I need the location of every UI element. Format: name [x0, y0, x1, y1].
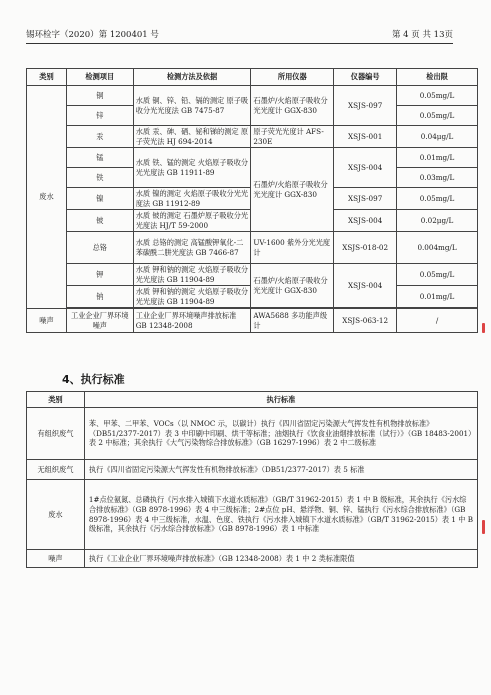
method-ni: 水质 镍的测定 火焰原子吸收分光光度法 GB 11912-89 — [133, 188, 251, 210]
std-text-wastewater: 1#点位氨氮、总磷执行《污水排入城镇下水道水质标准》（GB/T 31962-2015）表 1 中 B 级标准，其余执行《污水综合排放标准》（GB 8978-1996）表 4 中三级标准；2#点位 pH、悬浮物、铜、锌、锰执行《污水综合排放标准》（GB 8978-1996）表 4 中三级标准，水温、色度、铁执行《污水排入城镇下水道水质标准》（GB/T 31962-2015）表 1 中 B 级标准，其余执行《污水综合排放标准》（GB 8978-1996）表 1 中标准 — [84, 480, 477, 550]
table-row — [27, 550, 478, 568]
code-004b: XSJS-004 — [334, 210, 397, 232]
category-noise: 噪声 — [27, 309, 67, 333]
std-cat-noise: 噪声 — [27, 550, 85, 568]
table-row — [27, 460, 478, 480]
code-004a: XSJS-004 — [334, 148, 397, 188]
page-number: 第 4 页 共 13页 — [391, 30, 453, 40]
method-cuzn: 水质 铜、锌、铅、镉的测定 原子吸收分光光度法 GB 7475-87 — [133, 86, 251, 126]
std-cat-fugitive-gas: 无组织废气 — [27, 460, 85, 480]
page-header — [26, 28, 453, 42]
method-mnfe: 水质 铁、锰的测定 火焰原子吸收分光光度法 GB 11911-89 — [133, 148, 251, 188]
item-hg: 汞 — [66, 126, 133, 148]
method-table-header — [27, 69, 478, 86]
instrument-afs: 原子荧光光度计 AFS-230E — [251, 126, 334, 148]
table-row — [27, 264, 478, 286]
standards-table-header — [27, 392, 478, 408]
limit-be: 0.02μg/L — [397, 210, 478, 232]
col-std-category: 类别 — [27, 392, 85, 408]
item-be: 铍 — [66, 210, 133, 232]
standards-table — [26, 391, 478, 568]
seal-edge-mark — [482, 520, 485, 534]
limit-zn: 0.05mg/L — [397, 106, 478, 126]
col-item: 检测项目 — [66, 69, 133, 86]
instrument-aas: 石墨炉/火焰原子吸收分光光度计 GGX-830 — [251, 86, 334, 126]
table-row — [27, 408, 478, 460]
code-002: XSJS-018-02 — [334, 232, 397, 264]
table-row — [27, 126, 478, 148]
code-noise: XSJS-063-12 — [334, 309, 397, 333]
limit-cr: 0.004mg/L — [397, 232, 478, 264]
instrument-noise: AWA5688 多功能声级计 — [251, 309, 334, 333]
limit-k: 0.05mg/L — [397, 264, 478, 286]
code-004c: XSJS-004 — [334, 264, 397, 308]
seal-edge-mark — [482, 323, 485, 333]
header-rule — [26, 43, 453, 44]
method-be: 水质 铍的测定 石墨炉原子吸收分光光度法 HJ/T 59-2000 — [133, 210, 251, 232]
table-row — [27, 309, 478, 333]
limit-mn: 0.01mg/L — [397, 148, 478, 168]
report-number: 锡环检字（2020）第 1200401 号 — [26, 30, 159, 40]
std-cat-organized-gas: 有组织废气 — [27, 408, 85, 460]
item-noise: 工业企业厂界环境噪声 — [66, 309, 133, 333]
section-title: 4、执行标准 — [62, 373, 125, 386]
method-k: 水质 钾和钠的测定 火焰原子吸收分光光度法 GB 11904-89 — [133, 264, 251, 286]
category-wastewater: 废水 — [27, 86, 67, 309]
method-na: 水质 钾和钠的测定 火焰原子吸收分光光度法 GB 11904-89 — [133, 286, 251, 308]
instrument-uv: UV-1600 紫外分光光度计 — [251, 232, 334, 264]
col-code: 仪器编号 — [334, 69, 397, 86]
limit-hg: 0.04μg/L — [397, 126, 478, 148]
std-text-fugitive-gas: 执行《四川省固定污染源大气挥发性有机物排放标准》（DB51/2377-2017）表 5 标准 — [84, 460, 477, 480]
limit-noise: / — [397, 309, 478, 333]
std-text-noise: 执行《工业企业厂界环境噪声排放标准》（GB 12348-2008）表 1 中 2 类标准限值 — [84, 550, 477, 568]
limit-na: 0.01mg/L — [397, 286, 478, 308]
item-cu: 铜 — [66, 86, 133, 106]
std-text-organized-gas: 苯、甲苯、二甲苯、VOCs（以 NMOC 示，以碳计）执行《四川省固定污染源大气挥发性有机物排放标准》（DB51/2377-2017）表 3 中印刷中印刷、烘干等标准；油烟执行《饮食业油烟排放标准（试行）》（GB 18483-2001）表 2 中标准；其余执行《大气污染物综合排放标准》（GB 16297-1996）表 2 中二级标准 — [84, 408, 477, 460]
method-cr: 水质 总铬的测定 高锰酸钾氧化-二苯碳酰二肼光度法 GB 7466-87 — [133, 232, 251, 264]
std-cat-wastewater: 废水 — [27, 480, 85, 550]
table-row — [27, 86, 478, 106]
table-row — [27, 232, 478, 264]
col-std-standard: 执行标准 — [84, 392, 477, 408]
col-method: 检测方法及依据 — [133, 69, 251, 86]
col-category: 类别 — [27, 69, 67, 86]
table-row — [27, 480, 478, 550]
method-noise: 工业企业厂界环境噪声排放标准 GB 12348-2008 — [133, 309, 251, 333]
code-097a: XSJS-097 — [334, 86, 397, 126]
item-cr: 总铬 — [66, 232, 133, 264]
method-hg: 水质 汞、砷、硒、铋和锑的测定 原子荧光法 HJ 694-2014 — [133, 126, 251, 148]
instrument-aas-3: 石墨炉/火焰原子吸收分光光度计 GGX-830 — [251, 264, 334, 308]
instrument-aas-2: 石墨炉/火焰原子吸收分光光度计 GGX-830 — [251, 148, 334, 232]
item-na: 钠 — [66, 286, 133, 308]
limit-fe: 0.03mg/L — [397, 168, 478, 188]
table-row — [27, 148, 478, 168]
col-limit: 检出限 — [397, 69, 478, 86]
item-mn: 锰 — [66, 148, 133, 168]
item-ni: 镍 — [66, 188, 133, 210]
code-001: XSJS-001 — [334, 126, 397, 148]
limit-cu: 0.05mg/L — [397, 86, 478, 106]
col-instrument: 所用仪器 — [251, 69, 334, 86]
method-table — [26, 68, 478, 333]
item-k: 钾 — [66, 264, 133, 286]
limit-ni: 0.05mg/L — [397, 188, 478, 210]
item-fe: 铁 — [66, 168, 133, 188]
code-097b: XSJS-097 — [334, 188, 397, 210]
item-zn: 锌 — [66, 106, 133, 126]
